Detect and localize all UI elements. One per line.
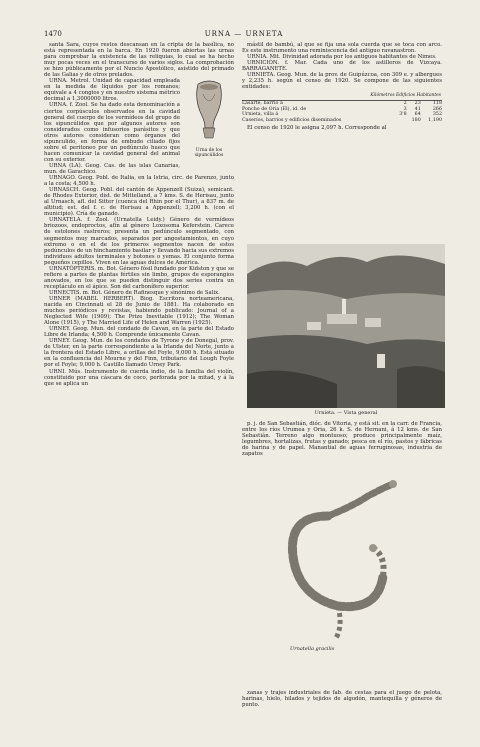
paragraph: URNATÓPTERIS. m. Bot. Género fósil fundado por Kidston y que se refiere a partes de plantas fértiles sin limbo, grupos de esporangios anovados, en los que se pueden distinguir dos series contra un receptáculo en el ápice. Son del carbonífero superior. xyxy=(44,265,234,290)
paragraph: URNA (LA). Geog. Cas. de las islas Canarias, mun. de Garachico. xyxy=(44,162,180,175)
paragraph: URNER (MABEL HERBERT). Biog. Escritora norteamericana, nacida en Cincinnati el 28 de Junio de 1881. Ha colaborado en muchos periódicos y revistas, habiendo publicado: Journal of a Neglected Wife (1909); The Prize Inevitable (1912); The Woman Alone (1915), y The Married Life of Helen and Warren (1925). xyxy=(44,295,234,327)
table-cell: 23 xyxy=(414,100,421,106)
paragraph: URNI. Mús. Instrumento de cuerda indio, de la familia del violín, constituido por una cáscara de coco, perforada por la mitad, y á la que se aplica un xyxy=(44,368,234,387)
paragraph: URNEY. Geog. Mun. de los condados de Tyrone y de Donegal, prov. de Ulster, en la parte correspondiente a la Irlanda del Norte, junto a la frontera del Estado Libre, a orillas del Foyle, 9,000 h. Está situado en la confluencia del Mourne y del Finn, tributario del Lough Foyle por el Foyle; 9,000 h. Castillo llamado Urney Park. xyxy=(44,338,234,369)
page-number: 1470 xyxy=(44,30,62,38)
table-cell: 3 xyxy=(403,106,407,112)
table-cell xyxy=(395,118,406,124)
right-column-bottom xyxy=(242,690,442,708)
table-cell: 3'8 xyxy=(399,112,407,118)
urn-drawing-icon xyxy=(191,78,227,148)
urn-figure-caption: Urna de los sipuncúlidos xyxy=(194,148,224,159)
table-cell: Lasarte, barrio á xyxy=(242,100,283,106)
paragraph: URNASCH. Geog. Pobl. del cantón de Appenzell (Suiza), semicant. de Rhodes Exterior, dist. de Mittelland, a 7 kms. S. de Herisau, junto al Urnasch, afl. del Sitter (cuenca del Rhin por el Thur), a 837 m. de altitud; est. del f. c. de Herisau a Appenzell; 3,200 h. (con el municipio). Cría de ganado. xyxy=(44,187,234,218)
table-cell: 118 xyxy=(432,100,442,106)
paragraph: URNIETA. Geog. Mun. de la prov. de Guipúzcoa, con 309 e. y albergues y 2,235 h. según el censo de 1920. Se compone de las siguientes entidades: xyxy=(242,72,442,91)
town-photo xyxy=(247,244,445,408)
running-title: URNA — URNETA xyxy=(204,30,284,38)
table-cell: 266 xyxy=(432,106,442,112)
paragraph: URNA. Metrol. Unidad de capacidad empleada en la medida de líquidos por los romanos; equivale a 4 congios y en nuestro sistema métrico decimal a 1,3000000 litros. xyxy=(44,78,180,103)
page-header xyxy=(44,30,444,42)
table-cell: 1,190 xyxy=(428,117,442,123)
photo-caption: Urnieta. — Vista general xyxy=(314,410,378,416)
table-header: Kilómetros Edificios Habitantes xyxy=(242,92,442,100)
table-row xyxy=(242,118,442,124)
paragraph: p. j. de San Sebastián, dióc. de Vitoria, y está sit. en la carr. de Francia, entre los ríos Urumea y Oria, 26 k. S. de Hernani, á 12 kms. de San Sebastián. Terreno algo montuoso; produce principalmente maíz, legumbres, hortalizas, frutas y ganado; pesca en el río, pastos y fábricas de harina y de papel. Manantial de aguas ferruginosas, industria de zapatos xyxy=(242,421,442,458)
paragraph: URNA. f. Zool. Se ha dado esta denominación a ciertos corpúsculos observados en la cavidad general del cuerpo de los vermídeos del grupo de los sipuncúlidos que por algunos autores son considerados como infusorios parásitos y que otros autores consideran como órganos del sipunculido, en forma de embudo ciliado fijos sobre el peritoneo por un pedúnculo hueco que hacen comunicar la cavidad general del animal con su exterior. xyxy=(44,102,180,163)
paragraph: URNAGO. Geog. Pobl. de Italia, en la Istria, circ. de Parenzo, junto a la costa; 4,500 h. xyxy=(44,175,234,188)
population-table xyxy=(242,92,442,123)
paragraph: mástil de bambú, al que se fija una sola cuerda que se toca con arco. Es este instrumento una reminiscencia del antiguo ravanastron. xyxy=(242,42,442,55)
table-cell: 352 xyxy=(432,112,442,118)
paragraph: santa Sara, cuyos restos descansan en la cripta de la basílica, no está representada en la barca. En 1920 fueron abiertas las urnas para comprobar la existencia de las reliquias, lo cual se ha hecho muy pocas veces en el transcurso de varios siglos. La comprobación se hizo públicamente por el Nuncio Apostólico, asistido del primado de las Galias y de otros prelados. xyxy=(44,42,234,79)
table-cell: 180 xyxy=(411,117,421,123)
paragraph: zanas y trajes industriales de fab. de cestas para el juego de pelota, harinas, hielo, hilados y tejidos de algodón, mantequilla y géneros de punto. xyxy=(242,690,442,709)
right-column-top xyxy=(242,42,442,131)
table-cell: 64 xyxy=(414,112,421,118)
figure-caption: Urnatella gracilis xyxy=(290,646,335,652)
urn-figure xyxy=(184,78,234,164)
paragraph: URNICIÓN. f. Mar. Cada uno de los astilleros de Vizcaya. BARRAGANETE. xyxy=(242,60,442,73)
table-cell: Urnieta, villa á xyxy=(242,112,279,118)
paragraph: URNATELA. f. Zool. (Urnatella Leidy.) Género de vermídeos briozoos, endoproctos, afín al género Loxosoma Keferstein. Carece de estolones rastreros; presenta un pedúnculo segmentado, con segmentos muy marcados, separados por angostamientos, en cuyo extremo o en el de los primeros segmentos nacen de estos pedúnculos de un hinchamiento basilar y llevando hacia sus extremos individuos adultos terminales y botones o yemas. El conjunto forma pequeños cepillos. Viven en las aguas dulces de América. xyxy=(44,217,234,266)
paragraph: URNECTIS. m. Bot. Género de Rafinesque y sinónimo de Salix. xyxy=(49,289,220,296)
left-column xyxy=(44,42,234,387)
paragraph: URNIA. Mit. Divinidad adorada por los antiguos habitantes de Nimes. xyxy=(247,54,437,61)
right-column-middle xyxy=(242,421,442,457)
table-cell: 41 xyxy=(414,106,421,112)
urnatella-figure xyxy=(268,476,408,642)
table-cell: Caseríos, barrios y edificios diseminados xyxy=(242,117,342,123)
census-line: El censo de 1920 le asigna 2,097 h. Corresponde al xyxy=(247,125,387,132)
table-cell: 2 xyxy=(403,100,407,106)
table-cell: Poncho de Oria (El), id. de xyxy=(242,106,307,112)
paragraph: URNEY. Geog. Mun. del condado de Cavan, en la parte del Estado Libre de Irlanda; 4,500 h. Comprende únicamente Cavan. xyxy=(44,326,234,339)
